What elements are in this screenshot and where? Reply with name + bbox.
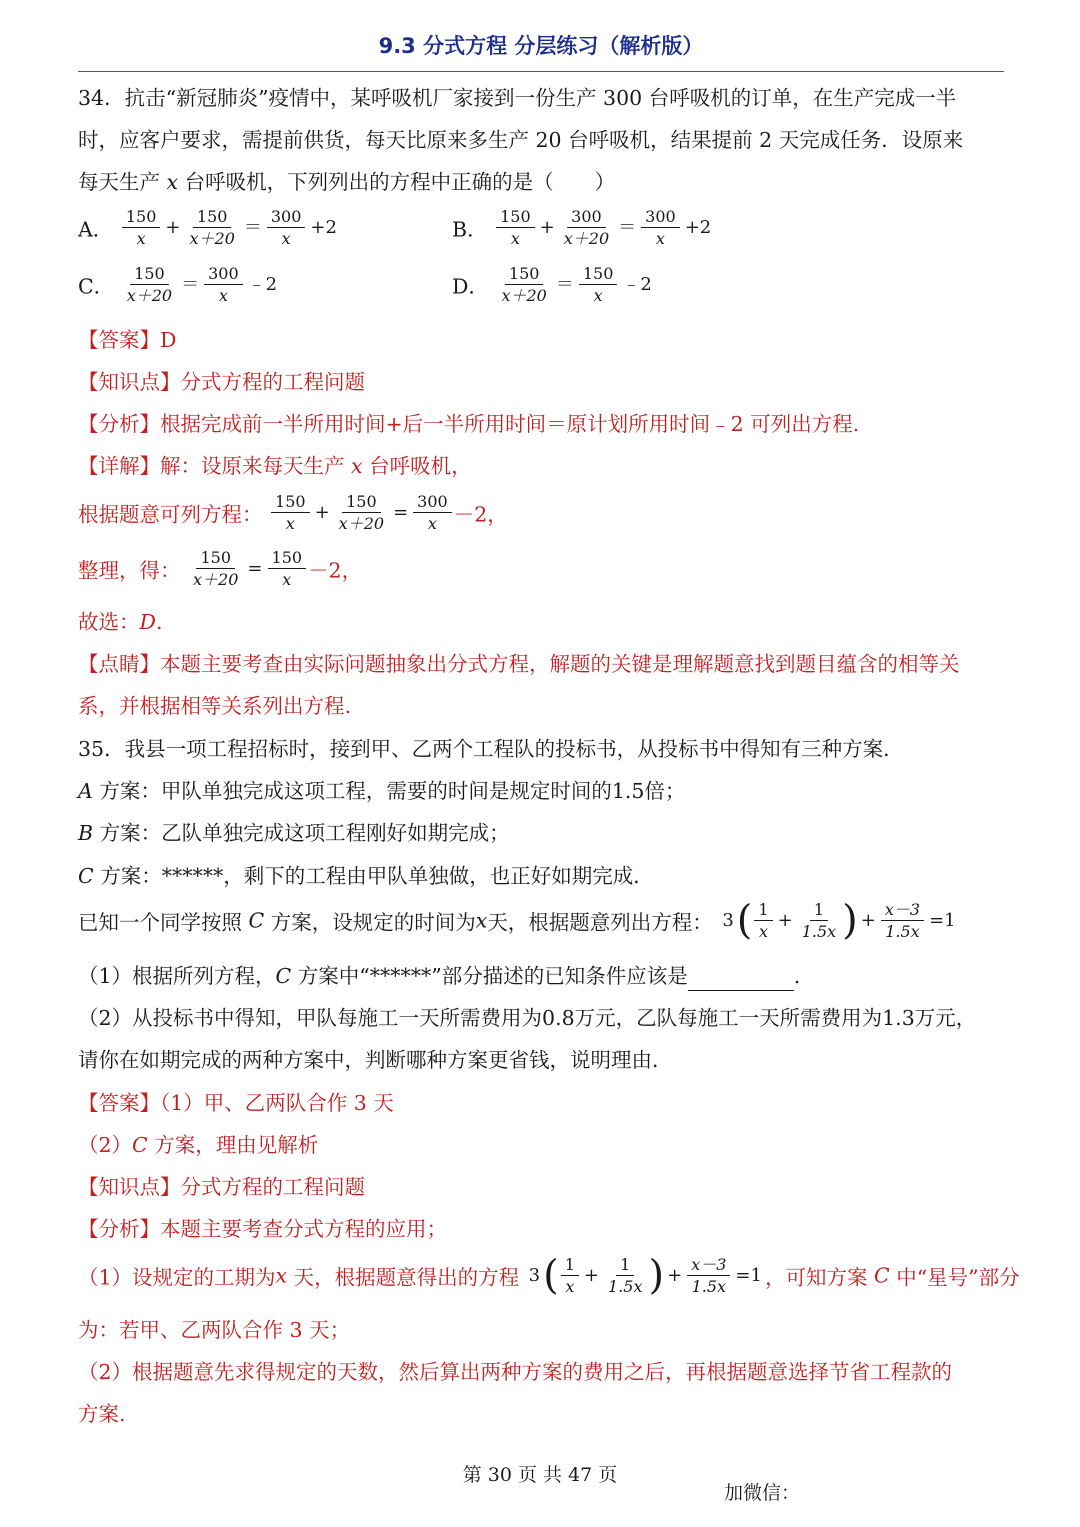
q35-analysis: 【分析】本题主要考查分式方程的应用；: [78, 1217, 447, 1241]
q35-plan-b: B 方案：乙队单独完成这项工程刚好如期完成；: [78, 821, 510, 845]
q34-stem-line1: 34．抗击“新冠肺炎”疫情中，某呼吸机厂家接到一份生产 300 台呼吸机的订单，在生产完成一半: [78, 86, 957, 110]
q34-detail-simplify: 整理，得： $\frac{150}{x+20}$ = $\frac{150}{x}$ －2，: [78, 548, 363, 589]
q35-answer-2: （2）C 方案，理由见解析: [78, 1133, 319, 1157]
wechat-note: 加微信：: [724, 1482, 801, 1504]
q35-plan-a: A 方案：甲队单独完成这项工程，需要的时间是规定时间的1.5倍；: [78, 779, 686, 803]
page-header-title: 9.3 分式方程 分层练习（解析版）: [378, 34, 704, 58]
q35-known-equation: 已知一个同学按照 C 方案，设规定的时间为x天，根据题意列出方程： 3( $\frac{1}{x}$ + $\frac{1}{1.5x}$ ) + $\frac{x-3}{1.5x}$ =1: [78, 897, 956, 944]
q35-analysis-part1-cont: 为：若甲、乙两队合作 3 天；: [78, 1318, 351, 1342]
q35-analysis-part2-line1: （2）根据题意先求得规定的天数，然后算出两种方案的费用之后，再根据题意选择节省工程款的: [78, 1360, 953, 1384]
q35-knowledge-point: 【知识点】分式方程的工程问题: [78, 1175, 365, 1199]
q34-option-d: D． $\frac{150}{x+20}$ ＝ $\frac{150}{x}$ ﹣2: [452, 264, 652, 305]
q34-option-b: B． $\frac{150}{x}$ + $\frac{300}{x+20}$ ＝ $\frac{300}{x}$ +2: [452, 207, 712, 248]
q34-detail-line1: 【详解】解：设原来每天生产 x 台呼吸机，: [78, 454, 472, 478]
q34-option-c: C． $\frac{150}{x+20}$ ＝ $\frac{300}{x}$ ﹣2: [78, 264, 278, 305]
q34-option-a: A． $\frac{150}{x}$ + $\frac{150}{x+20}$ ＝ $\frac{300}{x}$ +2: [78, 207, 337, 248]
q35-stem: 35．我县一项工程招标时，接到甲、乙两个工程队的投标书，从投标书中得知有三种方案．: [78, 737, 904, 761]
answer-blank[interactable]: [688, 968, 794, 991]
q35-part1: （1）根据所列方程，C 方案中“******”部分描述的已知条件应该是 .: [78, 961, 800, 991]
q34-answer: 【答案】D: [78, 328, 177, 352]
q34-detail-equation: 根据题意可列方程： $\frac{150}{x}$ + $\frac{150}{x+20}$ = $\frac{300}{x}$ －2，: [78, 492, 508, 533]
q35-answer-1: 【答案】（1）甲、乙两队合作 3 天: [78, 1091, 394, 1115]
q35-plan-c: C 方案：******，剩下的工程由甲队单独做，也正好如期完成．: [78, 864, 654, 888]
q35-part2-line2: 请你在如期完成的两种方案中，判断哪种方案更省钱，说明理由．: [78, 1048, 673, 1072]
q34-analysis: 【分析】根据完成前一半所用时间+后一半所用时间＝原计划所用时间﹣2 可列出方程.: [78, 412, 860, 436]
page-number: 第 30 页 共 47 页: [462, 1464, 618, 1486]
header-divider: [78, 71, 1004, 72]
q34-stem-line2: 时，应客户要求，需提前供货，每天比原来多生产 20 台呼吸机，结果提前 2 天完成任务．设原来: [78, 128, 964, 152]
q35-analysis-part1: （1）设规定的工期为x 天，根据题意得出的方程 3( $\frac{1}{x}$ + $\frac{1}{1.5x}$ ) + $\frac{x-3}{1.5x}$ =1 ，可知方案 C 中“星号”部分: [78, 1252, 1020, 1299]
q35-analysis-part2-line2: 方案.: [78, 1402, 126, 1426]
q34-choice: 故选：D.: [78, 610, 163, 634]
q34-stem-line3: 每天生产 x 台呼吸机，下列列出的方程中正确的是（ ）: [78, 170, 616, 194]
q34-tip-line1: 【点睛】本题主要考查由实际问题抽象出分式方程，解题的关键是理解题意找到题目蕴含的相等关: [78, 652, 960, 676]
q34-tip-line2: 系，并根据相等关系列出方程.: [78, 694, 352, 718]
q35-part2-line1: （2）从投标书中得知，甲队每施工一天所需费用为0.8万元，乙队每施工一天所需费用为1.3万元，: [78, 1006, 977, 1030]
q34-knowledge-point: 【知识点】分式方程的工程问题: [78, 370, 365, 394]
